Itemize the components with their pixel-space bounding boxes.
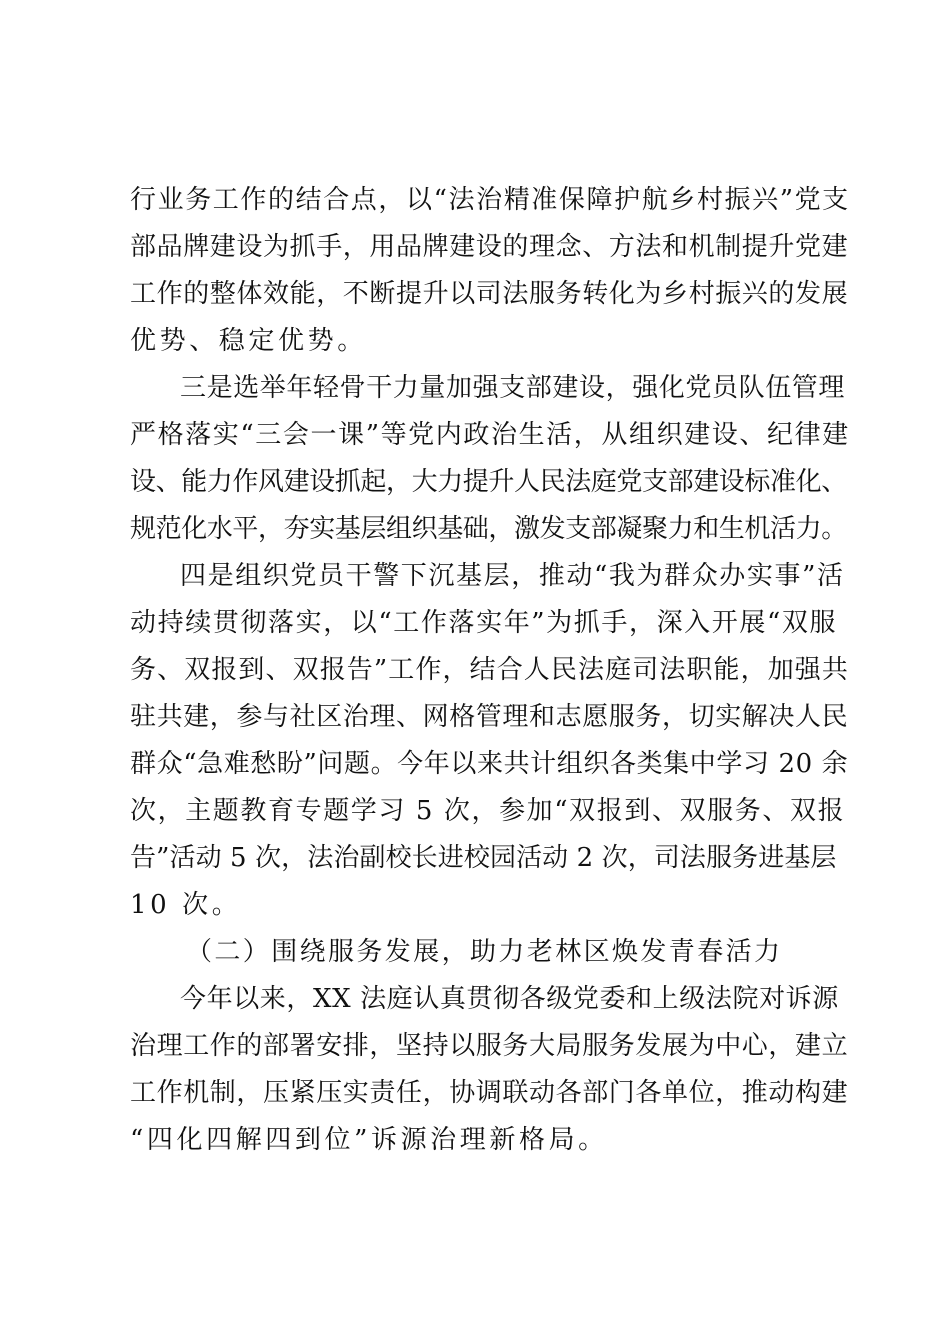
text-line: 今年以来，XX 法庭认真贯彻各级党委和上级法院对诉源 [180, 984, 839, 1014]
text-line: 优势、稳定优势。 [130, 326, 367, 356]
text-line: 10 次。 [130, 890, 242, 920]
text-line: 工作机制，压紧压实责任，协调联动各部门各单位，推动构建 [130, 1078, 849, 1108]
text-line: 规范化水平，夯实基层组织基础，激发支部凝聚力和生机活力。 [130, 514, 847, 544]
text-line: 部品牌建设为抓手，用品牌建设的理念、方法和机制提升党建 [130, 232, 849, 262]
text-line: 告”活动 5 次，法治副校长进校园活动 2 次，司法服务进基层 [130, 843, 837, 873]
text-line: “四化四解四到位”诉源治理新格局。 [130, 1125, 608, 1155]
section-heading: （二）围绕服务发展，助力老林区焕发青春活力 [186, 937, 783, 967]
text-line: 四是组织党员干警下沉基层，推动“我为群众办实事”活 [180, 561, 845, 591]
text-line: 务、双报到、双报告”工作，结合人民法庭司法职能，加强共 [130, 655, 849, 685]
text-line: 治理工作的部署安排，坚持以服务大局服务发展为中心，建立 [130, 1031, 849, 1061]
text-line: 动持续贯彻落实，以“工作落实年”为抓手，深入开展“双服 [130, 608, 838, 638]
text-line: 严格落实“三会一课”等党内政治生活，从组织建设、纪律建 [130, 420, 850, 450]
text-line: 设、能力作风建设抓起，大力提升人民法庭党支部建设标准化、 [130, 467, 847, 497]
text-line: 驻共建，参与社区治理、网格管理和志愿服务，切实解决人民 [130, 702, 849, 732]
text-line: 次，主题教育专题学习 5 次，参加“双报到、双服务、双报 [130, 796, 846, 826]
text-line: 三是选举年轻骨干力量加强支部建设，强化党员队伍管理 [180, 373, 846, 403]
text-line: 群众“急难愁盼”问题。今年以来共计组织各类集中学习 20 余 [130, 749, 849, 779]
text-line: 工作的整体效能，不断提升以司法服务转化为乡村振兴的发展 [130, 279, 849, 309]
text-line: 行业务工作的结合点，以“法治精准保障护航乡村振兴”党支 [130, 185, 850, 215]
